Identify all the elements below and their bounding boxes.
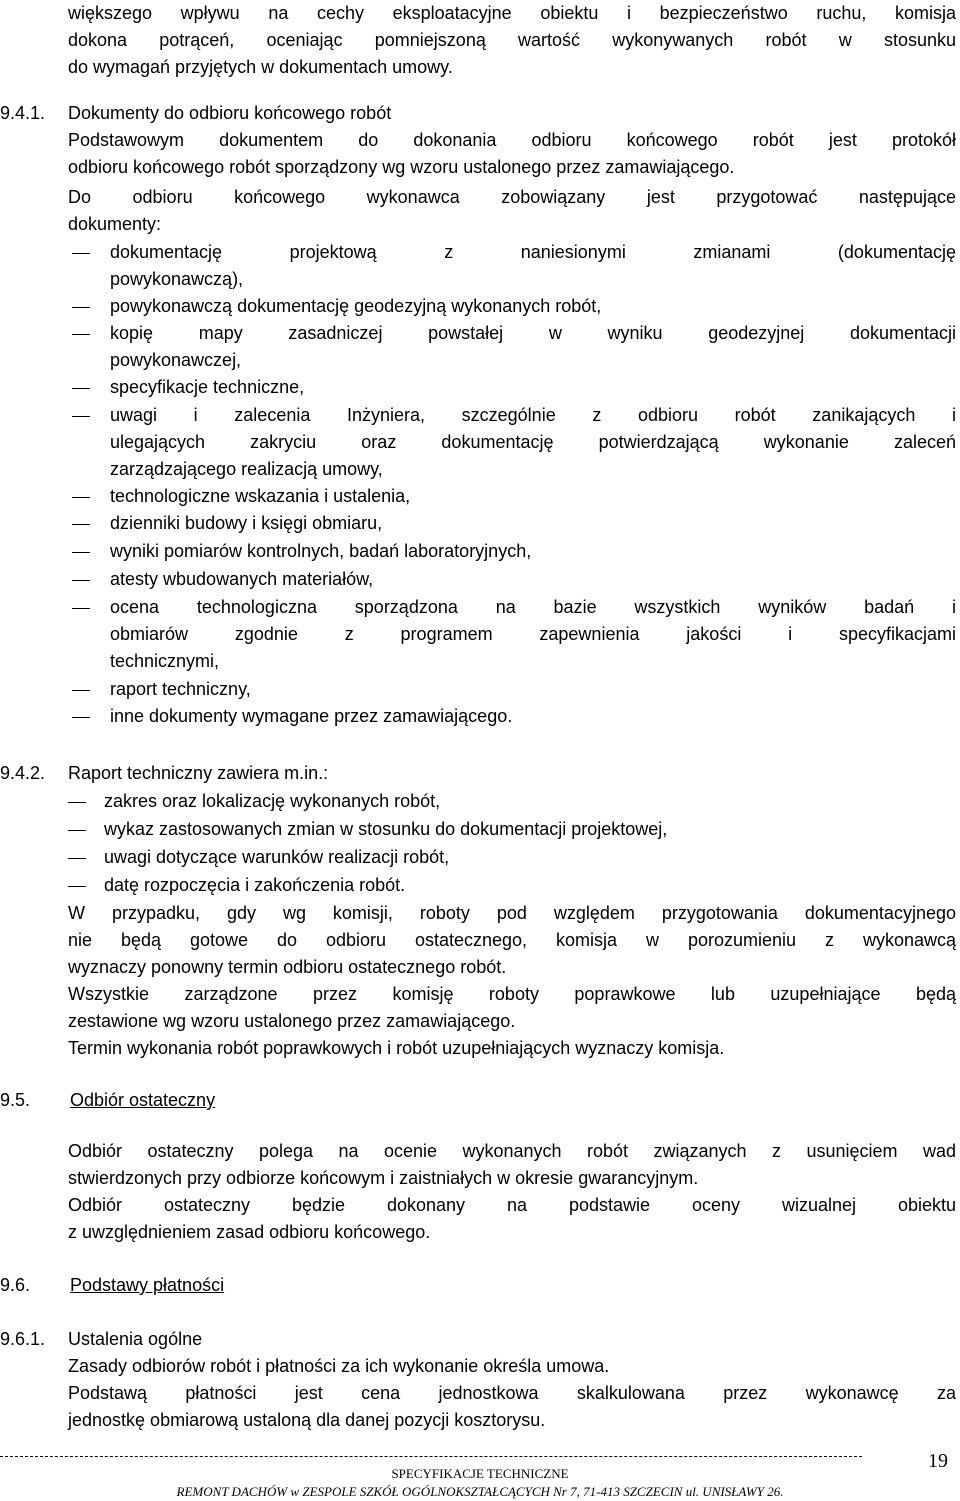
list-dash bbox=[72, 388, 90, 389]
footer-separator bbox=[0, 1456, 862, 1457]
list-dash bbox=[68, 858, 86, 859]
list-item-line: zarządzającego realizacją umowy, bbox=[110, 459, 383, 479]
list-item-line: uwagi i zalecenia Inżyniera, szczególnie z odbioru robót zanikających i bbox=[110, 405, 956, 425]
section-number: 9.4.1. bbox=[0, 103, 46, 123]
intro-line: do wymagań przyjętych w dokumentach umowy. bbox=[68, 57, 453, 77]
section-number: 9.6. bbox=[0, 1275, 31, 1295]
list-dash bbox=[68, 886, 86, 887]
list-item-line: dzienniki budowy i księgi obmiaru, bbox=[110, 513, 383, 533]
paragraph-line: Wszystkie zarządzone przez komisję roboty poprawkowe lub uzupełniające będą bbox=[68, 984, 956, 1004]
paragraph-line: Termin wykonania robót poprawkowych i robót uzupełniających wyznaczy komisja. bbox=[68, 1038, 725, 1058]
list-item-line: specyfikacje techniczne, bbox=[110, 377, 305, 397]
list-dash bbox=[72, 253, 90, 254]
list-dash bbox=[72, 497, 90, 498]
section-heading: Raport techniczny zawiera m.in.: bbox=[68, 763, 329, 783]
paragraph-line: jednostkę obmiarową ustaloną dla danej pozycji kosztorysu. bbox=[68, 1410, 546, 1430]
list-dash bbox=[68, 830, 86, 831]
footer-subtitle: REMONT DACHÓW w ZESPOLE SZKÓŁ OGÓLNOKSZTAŁCĄCYCH Nr 7, 71-413 SZCZECIN ul. UNISŁAWY 26. bbox=[176, 1484, 784, 1499]
list-item-line: obmiarów zgodnie z programem zapewnienia jakości i specyfikacjami bbox=[110, 624, 956, 644]
list-item-line: inne dokumenty wymagane przez zamawiającego. bbox=[110, 706, 513, 726]
list-item-line: kopię mapy zasadniczej powstałej w wyniku geodezyjnej dokumentacji bbox=[110, 323, 956, 343]
list-item-line: ocena technologiczna sporządzona na bazie wszystkich wyników badań i bbox=[110, 597, 956, 617]
list-item-line: wykaz zastosowanych zmian w stosunku do dokumentacji projektowej, bbox=[104, 819, 668, 839]
paragraph-line: stwierdzonych przy odbiorze końcowym i zaistniałych w okresie gwarancyjnym. bbox=[68, 1168, 699, 1188]
list-item-line: zakres oraz lokalizację wykonanych robót, bbox=[104, 791, 441, 811]
section-number: 9.5. bbox=[0, 1090, 31, 1110]
paragraph-line: dokumenty: bbox=[68, 214, 162, 234]
paragraph-line: Zasady odbiorów robót i płatności za ich wykonanie określa umowa. bbox=[68, 1356, 610, 1376]
list-dash bbox=[72, 307, 90, 308]
list-item-line: technicznymi, bbox=[110, 651, 220, 671]
list-dash bbox=[72, 690, 90, 691]
list-dash bbox=[72, 608, 90, 609]
list-dash bbox=[72, 334, 90, 335]
paragraph-line: z uwzględnieniem zasad odbioru końcowego. bbox=[68, 1222, 431, 1242]
list-item-line: powykonawczą), bbox=[110, 269, 244, 289]
page-number: 19 bbox=[928, 1450, 948, 1472]
paragraph-line: Podstawą płatności jest cena jednostkowa skalkulowana przez wykonawcę za bbox=[68, 1383, 956, 1403]
section-heading: Ustalenia ogólne bbox=[68, 1329, 203, 1349]
list-item-line: uwagi dotyczące warunków realizacji robót, bbox=[104, 847, 450, 867]
paragraph-line: odbioru końcowego robót sporządzony wg wzoru ustalonego przez zamawiającego. bbox=[68, 157, 735, 177]
section-heading: Dokumenty do odbioru końcowego robót bbox=[68, 103, 392, 123]
paragraph-line: Do odbioru końcowego wykonawca zobowiązany jest przygotować następujące bbox=[68, 187, 956, 207]
section-heading: Podstawy płatności bbox=[70, 1275, 225, 1295]
intro-line: dokona potrąceń, oceniając pomniejszoną wartość wykonywanych robót w stosunku bbox=[68, 30, 956, 50]
paragraph-line: Odbiór ostateczny polega na ocenie wykonanych robót związanych z usunięciem wad bbox=[68, 1141, 956, 1161]
list-dash bbox=[68, 802, 86, 803]
paragraph-line: Odbiór ostateczny będzie dokonany na podstawie oceny wizualnej obiektu bbox=[68, 1195, 956, 1215]
section-number: 9.4.2. bbox=[0, 763, 46, 783]
list-item-line: powykonawczą dokumentację geodezyjną wykonanych robót, bbox=[110, 296, 602, 316]
list-dash bbox=[72, 717, 90, 718]
footer-title: SPECYFIKACJE TECHNICZNE bbox=[391, 1466, 569, 1481]
paragraph-line: Podstawowym dokumentem do dokonania odbioru końcowego robót jest protokół bbox=[68, 130, 956, 150]
paragraph-line: W przypadku, gdy wg komisji, roboty pod względem przygotowania dokumentacyjnego bbox=[68, 903, 956, 923]
paragraph-line: nie będą gotowe do odbioru ostatecznego, komisja w porozumieniu z wykonawcą bbox=[68, 930, 956, 950]
section-heading: Odbiór ostateczny bbox=[70, 1090, 216, 1110]
section-number: 9.6.1. bbox=[0, 1329, 46, 1349]
list-item-line: powykonawczej, bbox=[110, 350, 242, 370]
list-dash bbox=[72, 580, 90, 581]
list-dash bbox=[72, 552, 90, 553]
paragraph-line: wyznaczy ponowny termin odbioru ostatecznego robót. bbox=[68, 957, 507, 977]
list-item-line: dokumentację projektową z naniesionymi zmianami (dokumentację bbox=[110, 242, 956, 262]
list-item-line: raport techniczny, bbox=[110, 679, 251, 699]
intro-line: większego wpływu na cechy eksploatacyjne obiektu i bezpieczeństwo ruchu, komisja bbox=[68, 3, 956, 23]
list-item-line: ulegających zakryciu oraz dokumentację potwierdzającą wykonanie zaleceń bbox=[110, 432, 956, 452]
list-dash bbox=[72, 416, 90, 417]
list-item-line: atesty wbudowanych materiałów, bbox=[110, 569, 374, 589]
list-item-line: technologiczne wskazania i ustalenia, bbox=[110, 486, 411, 506]
list-item-line: wyniki pomiarów kontrolnych, badań laboratoryjnych, bbox=[110, 541, 532, 561]
paragraph-line: zestawione wg wzoru ustalonego przez zamawiającego. bbox=[68, 1011, 516, 1031]
list-item-line: datę rozpoczęcia i zakończenia robót. bbox=[104, 875, 406, 895]
list-dash bbox=[72, 524, 90, 525]
